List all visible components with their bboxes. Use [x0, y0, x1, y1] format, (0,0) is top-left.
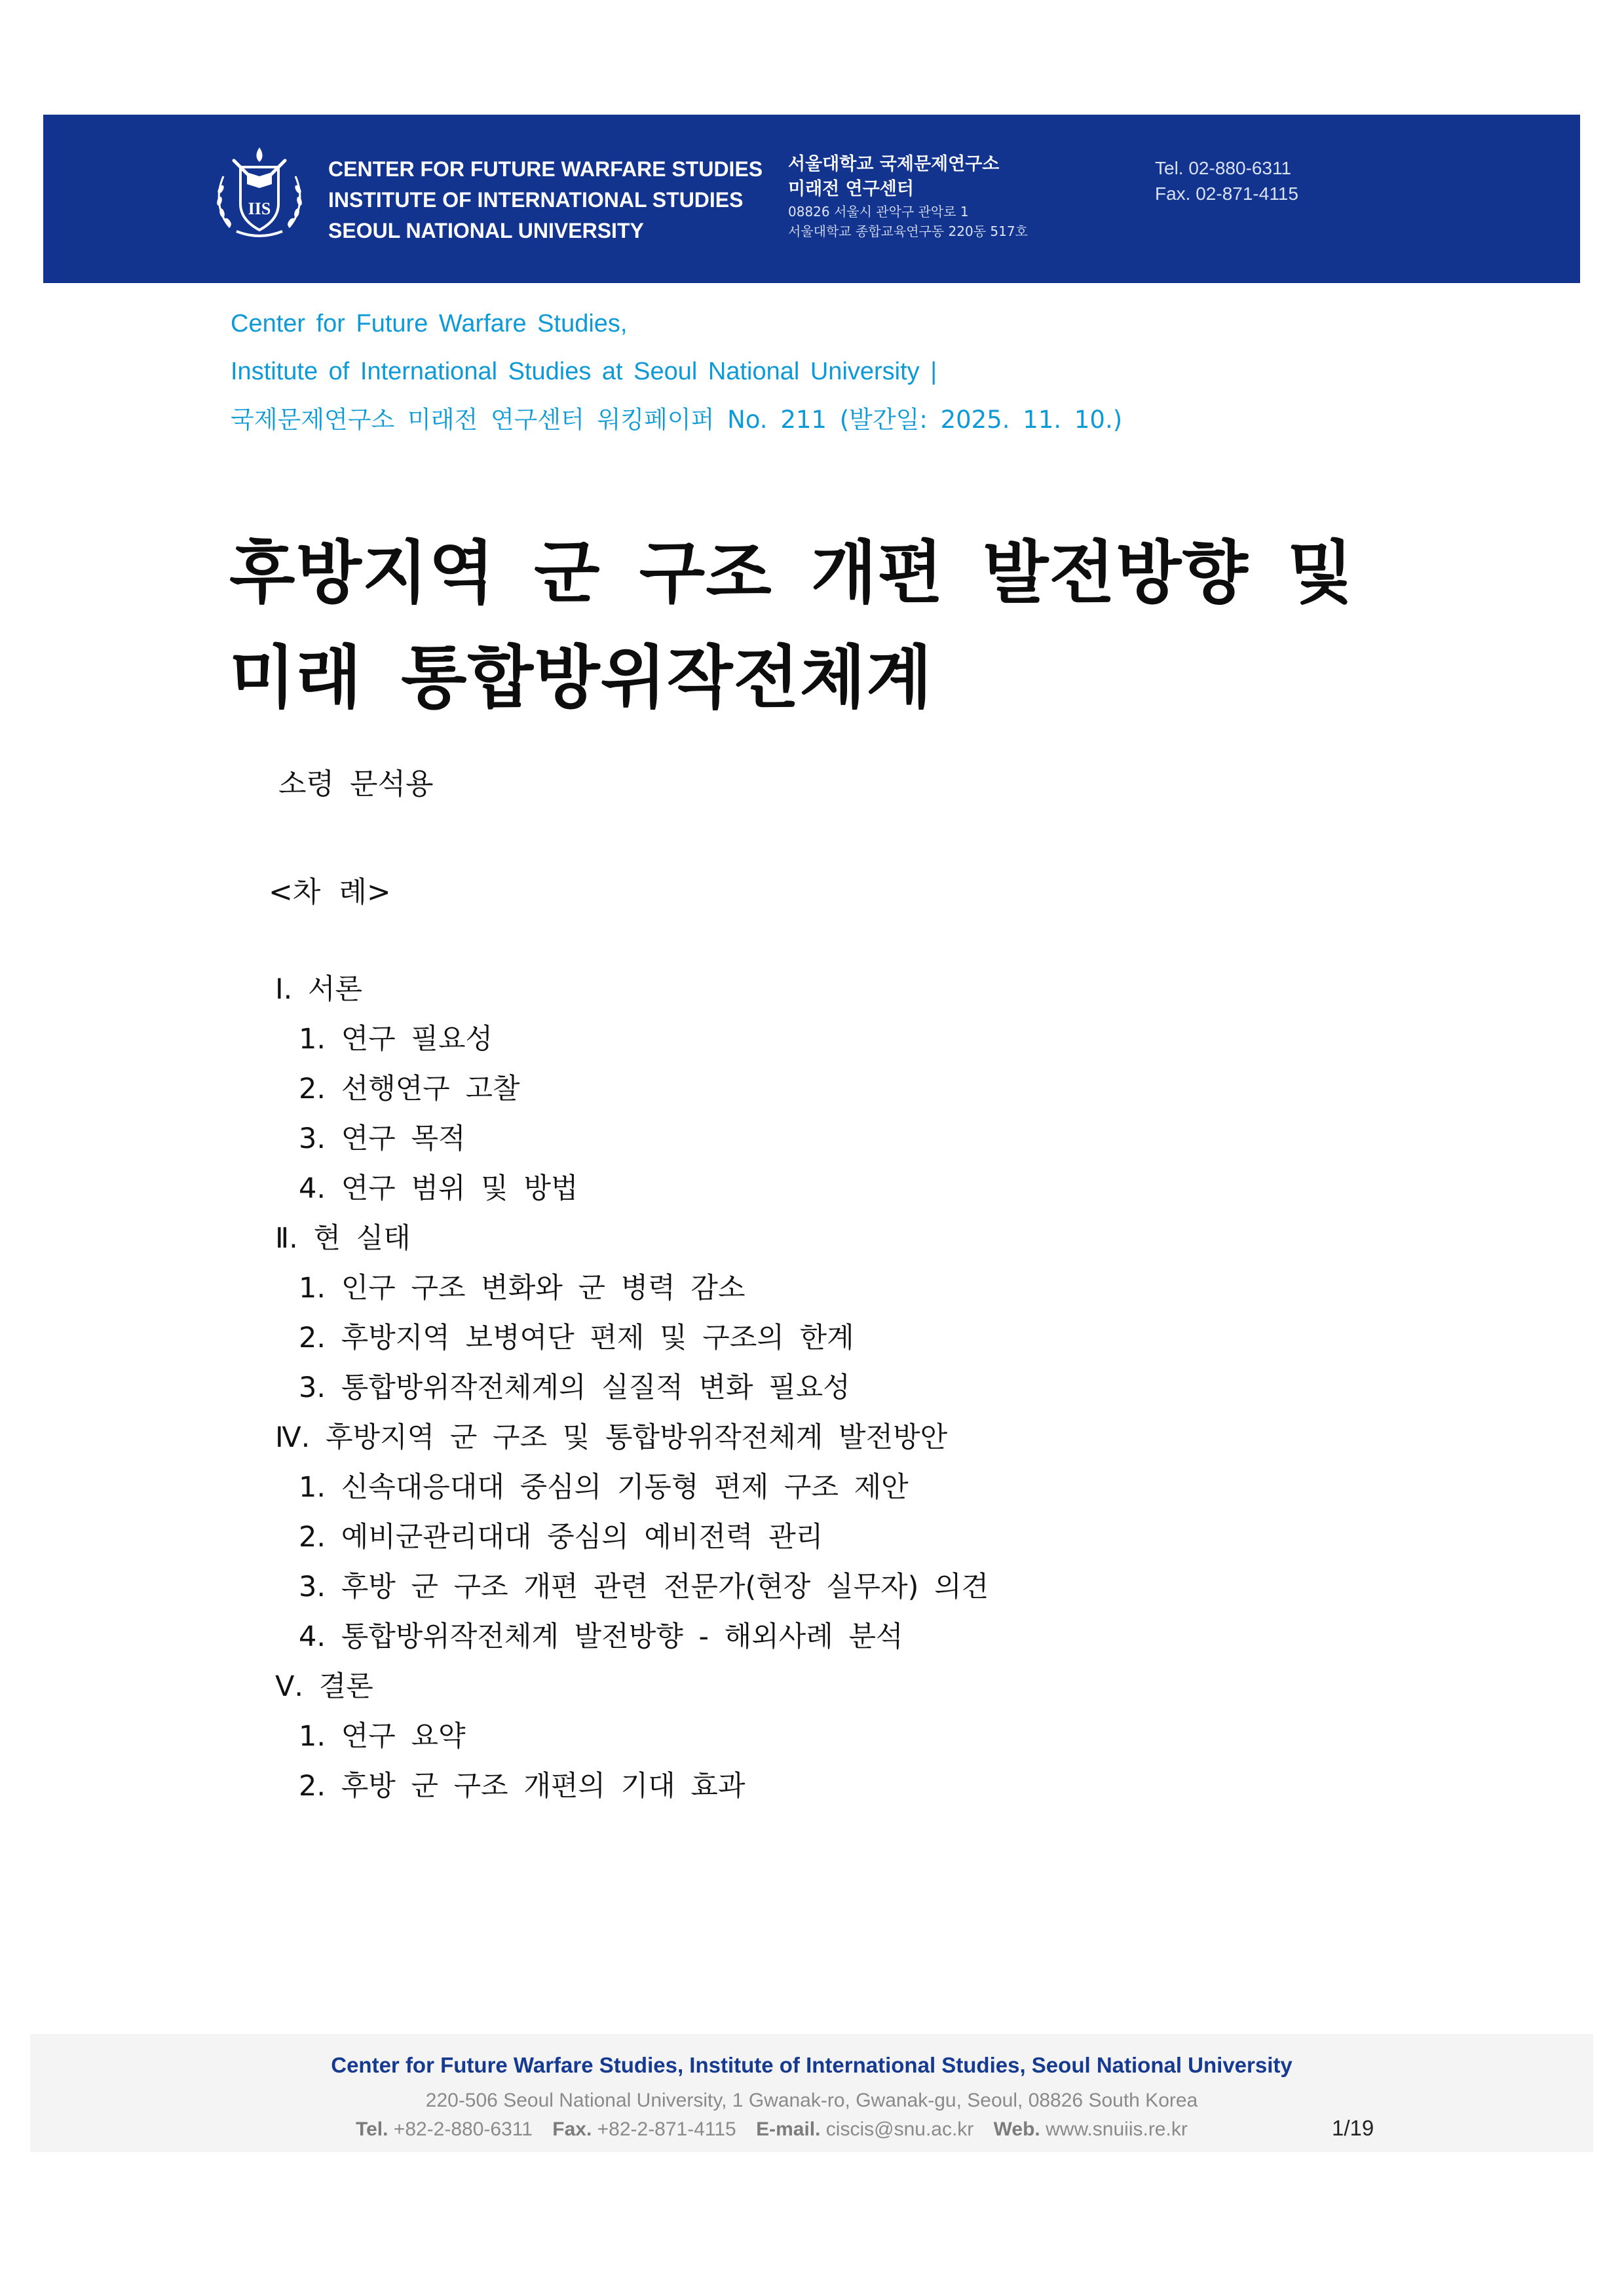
- footer-email-label: E-mail.: [756, 2118, 821, 2140]
- footer-email-value[interactable]: ciscis@snu.ac.kr: [825, 2118, 974, 2140]
- footer-address: 220-506 Seoul National University, 1 Gwanak-ro, Gwanak-gu, Seoul, 08826 South Korea: [425, 2090, 1198, 2111]
- banner-en-line: CENTER FOR FUTURE WARFARE STUDIES: [328, 157, 763, 181]
- toc-item: 1. 인구 구조 변화와 군 병력 감소: [299, 1272, 746, 1305]
- footer-web-label: Web.: [993, 2118, 1040, 2140]
- banner-english-name: [328, 154, 763, 246]
- footer-fax-label: Fax.: [552, 2118, 592, 2140]
- toc-item: 3. 후방 군 구조 개편 관련 전문가(현장 실무자) 의견: [299, 1571, 989, 1603]
- banner-contact: [1155, 155, 1298, 206]
- toc-item: 4. 연구 범위 및 방법: [299, 1172, 578, 1205]
- banner-ko-name-line: 미래전 연구센터: [788, 179, 914, 199]
- footer-tel-label: Tel.: [356, 2118, 388, 2140]
- footer-contact: [356, 2116, 1188, 2143]
- author: 소령 문석용: [278, 767, 434, 801]
- toc-item: 1. 연구 필요성: [299, 1023, 493, 1056]
- toc-item: 1. 신속대응대대 중심의 기동형 편제 구조 제안: [299, 1471, 909, 1504]
- toc-item: 1. 연구 요약: [299, 1720, 466, 1753]
- footer-title: Center for Future Warfare Studies, Institute of International Studies, Seoul National University: [331, 2053, 1293, 2077]
- toc-heading: <차 례>: [269, 875, 391, 909]
- toc-section: Ⅳ. 후방지역 군 구조 및 통합방위작전체계 발전방안: [275, 1421, 948, 1454]
- page-footer: [30, 2034, 1593, 2152]
- toc-section: Ⅱ. 현 실태: [275, 1222, 411, 1255]
- title-line: 미래 통합방위작전체계: [229, 638, 933, 718]
- banner-en-line: INSTITUTE OF INTERNATIONAL STUDIES: [328, 188, 744, 212]
- page-number: 1/19: [1332, 2116, 1374, 2140]
- header-banner: [43, 115, 1580, 283]
- footer-tel-value: +82-2-880-6311: [393, 2118, 533, 2140]
- document-title: [229, 520, 1354, 730]
- banner-ko-name-line: 서울대학교 국제문제연구소: [788, 154, 1000, 174]
- title-line: 후방지역 군 구조 개편 발전방향 및: [229, 533, 1354, 613]
- series-line: Institute of International Studies at Seoul National University |: [231, 358, 937, 385]
- toc-item: 4. 통합방위작전체계 발전방향 - 해외사례 분석: [299, 1620, 903, 1653]
- footer-web-value[interactable]: www.snuiis.re.kr: [1046, 2118, 1188, 2140]
- toc-section: Ⅴ. 결론: [275, 1670, 373, 1703]
- table-of-contents: [275, 965, 989, 1811]
- snu-iis-emblem-icon: [210, 144, 309, 242]
- series-line: 국제문제연구소 미래전 연구센터 워킹페이퍼 No. 211 (발간일: 2025. 11. 10.): [231, 406, 1123, 434]
- banner-fax: Fax. 02-871-4115: [1155, 183, 1298, 204]
- emblem-text: IIS: [248, 199, 271, 218]
- toc-item: 3. 통합방위작전체계의 실질적 변화 필요성: [299, 1371, 850, 1404]
- toc-item: 2. 후방 군 구조 개편의 기대 효과: [299, 1770, 746, 1803]
- toc-section: Ⅰ. 서론: [275, 973, 363, 1006]
- banner-ko-address-line: 08826 서울시 관악구 관악로 1: [788, 204, 969, 220]
- series-line: Center for Future Warfare Studies,: [231, 310, 628, 337]
- toc-item: 2. 후방지역 보병여단 편제 및 구조의 한계: [299, 1322, 854, 1354]
- series-info: [231, 300, 1122, 444]
- toc-item: 2. 선행연구 고찰: [299, 1073, 520, 1105]
- banner-tel: Tel. 02-880-6311: [1155, 158, 1292, 178]
- banner-ko-address-line: 서울대학교 종합교육연구동 220동 517호: [788, 223, 1028, 239]
- banner-korean-name: [788, 152, 1028, 241]
- toc-item: 2. 예비군관리대대 중심의 예비전력 관리: [299, 1521, 823, 1554]
- footer-fax-value: +82-2-871-4115: [597, 2118, 736, 2140]
- banner-en-line: SEOUL NATIONAL UNIVERSITY: [328, 219, 644, 242]
- toc-item: 3. 연구 목적: [299, 1122, 466, 1155]
